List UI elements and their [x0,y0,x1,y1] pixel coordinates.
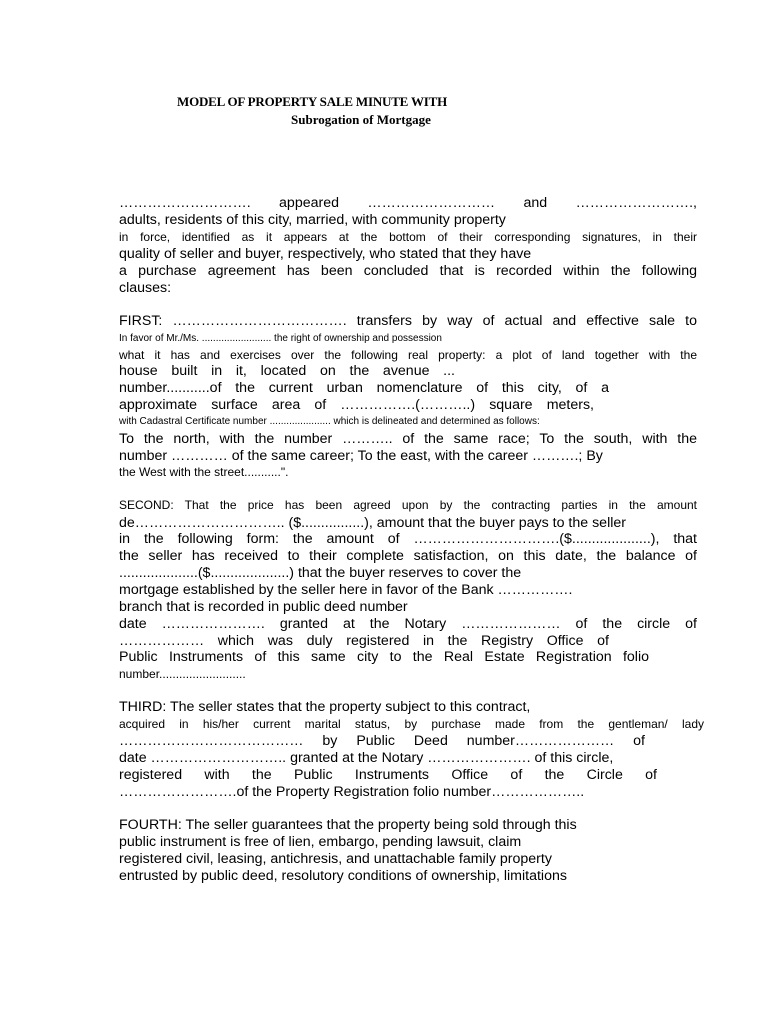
text-line: in force, identified as it appears at the bottom of their corresponding signatures, in their [119,230,697,244]
text-line: number...........of the current urban nomenclature of this city, of a [119,380,609,396]
text-line: adults, residents of this city, married, with community property [119,212,506,228]
text-line: registered civil, leasing, antichresis, and unattachable family property [119,851,552,867]
text-line: date ……………………….. granted at the Notary …………………. of this circle, [119,750,614,766]
text-line: de………………………….. ($................), amount that the buyer pays to the seller [119,515,626,531]
document-subtitle: Subrogation of Mortgage [291,112,431,127]
text-line: FIRST: ………………………………. transfers by way of actual and effective sale to [119,313,697,329]
text-line: what it has and exercises over the following real property: a plot of land together with the [119,348,697,362]
text-line: house built in it, located on the avenue ... [119,363,455,379]
text-line: the seller has received to their complete satisfaction, on this date, the balance of [119,548,697,564]
text-line: ……………… which was duly registered in the Registry Office of [119,633,609,649]
text-line: …………………….of the Property Registration folio number……………….. [119,784,585,800]
text-line: Public Instruments of this same city to the Real Estate Registration folio [119,649,649,665]
text-line: date …………………. granted at the Notary ………………… of the circle of [119,616,697,632]
document-title: MODEL OF PROPERTY SALE MINUTE WITH [177,94,447,109]
text-line: approximate surface area of …………….(………..) square meters, [119,397,594,413]
text-line: clauses: [119,280,172,296]
text-line: quality of seller and buyer, respectively, who stated that they have [119,246,532,262]
text-line: entrusted by public deed, resolutory conditions of ownership, limitations [119,868,567,884]
text-line: with Cadastral Certificate number ...................... which is delineated and determined as follows: [119,416,540,427]
text-line: number ………… of the same career; To the east, with the career ……….; By [119,448,603,464]
text-line: To the north, with the number ……….. of the same race; To the south, with the [119,431,697,447]
text-line: acquired in his/her current marital status, by purchase made from the gentleman/ lady [119,717,704,731]
text-line: FOURTH: The seller guarantees that the property being sold through this [119,817,577,833]
text-line: a purchase agreement has been concluded that is recorded within the following [119,263,697,279]
text-line: ....................($....................) that the buyer reserves to cover the [119,565,522,581]
text-line: mortgage established by the seller here in favor of the Bank ……………. [119,582,573,598]
text-line: the West with the street...........". [119,465,289,479]
text-line: In favor of Mr./Ms. ......................... the right of ownership and possession [119,333,442,344]
text-line: THIRD: The seller states that the property subject to this contract, [119,699,531,715]
text-line: number.......................... [119,667,246,681]
text-line: SECOND: That the price has been agreed upon by the contracting parties in the amount [119,498,697,512]
text-line: registered with the Public Instruments Office of the Circle of [119,767,657,783]
text-line: ………………………. appeared ……………………… and ……………………., [119,195,697,211]
text-line: public instrument is free of lien, embargo, pending lawsuit, claim [119,834,522,850]
text-line: in the following form: the amount of ………………………….($....................), that [119,531,697,547]
text-line: branch that is recorded in public deed number [119,599,408,615]
text-line: ………………………………… by Public Deed number………………… of [119,733,645,749]
